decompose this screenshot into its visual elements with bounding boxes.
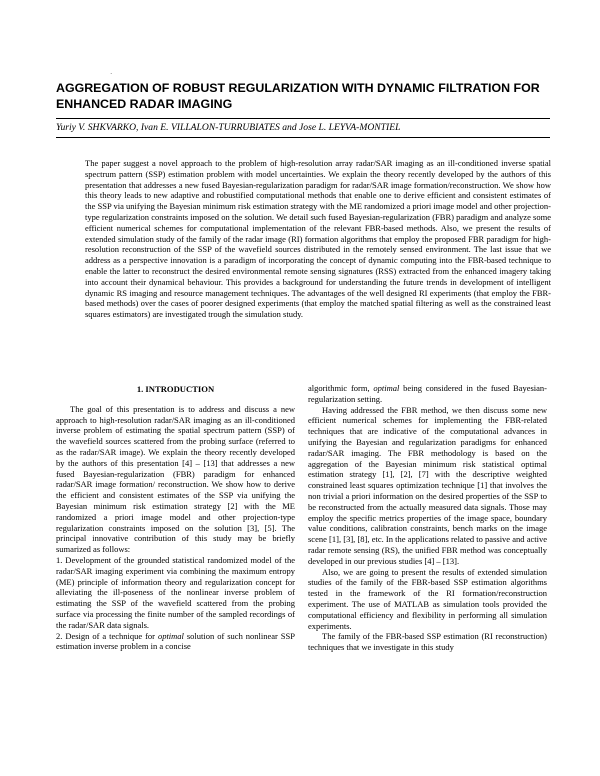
title-divider (56, 118, 550, 119)
simulation-paragraph: Also, we are going to present the results of extended simulation studies of the family of the FBR-based SSP estimation algorithms tested in the framework of the RI formation/reconstruction experiment. The use of MATLAB as simulation tools provided the computational efficiency and flexibility in performing all simulation experiments. (308, 566, 547, 631)
paper-authors: Yuriy V. SHKVARKO, Ivan E. VILLALON-TURRUBIATES and Jose L. LEYVA-MONTIEL (56, 122, 401, 133)
family-paragraph: The family of the FBR-based SSP estimation (RI reconstruction) techniques that we investigate in this study (308, 631, 547, 653)
authors-divider (56, 137, 550, 138)
item2-emphasis: optimal (157, 630, 184, 641)
p0-text-end: being considered in the fused Bayesian-regularization setting. (308, 383, 547, 404)
abstract: The paper suggest a novel approach to the problem of high-resolution array radar/SAR imaging as an ill-conditioned inverse spatial spectrum pattern (SSP) estimation problem with model uncertainties. We explain the theory recently developed by the authors of this presentation that addresses a new fused Bayesian-regularization paradigm for radar/SAR image formation/reconstruction. We show how this theory leads to new adaptive and robustified computational methods that enable one to derive efficient and consistent estimates of the SSP via unifying the Bayesian minimum risk estimation strategy with the ME randomized a priori image model and other projection-type regularization constraints imposed on the solution. We detail such fused Bayesian-regularization (FBR) paradigm and analyze some efficient numerical schemes for computational implementation of the relevant FBR-based methods. Also, we present the results of extended simulation study of the family of the radar image (RI) formation algorithms that employ the proposed FBR paradigm for high-resolution reconstruction of the SSP of the wavefield sources distributed in the remotely sensed environment. The last issue that we address as a perspective innovation is a paradigm of incorporating the concept of dynamic computing into the FBR-based technique to enable the latter to reconstruct the desired environmental remote sensing signatures (RSS) extracted from the enhanced imagery taking into account their dynamical behaviour. This provides a background for understanding the future trends in development of intelligent dynamic RS imaging and resource management techniques. The advantages of the well designed RI experiments (that employ the FBR-based methods) over the cases of poorer designed experiments (that employ the matched spatial filtering as well as the constrained least squares estimators) are investigated trough the simulation study. (85, 158, 551, 320)
paper-title: AGGREGATION OF ROBUST REGULARIZATION WITH DYNAMIC FILTRATION FOR ENHANCED RADAR IMAGING (56, 81, 540, 111)
contribution-item-1: 1. Development of the grounded statistical randomized model of the radar/SAR imaging experiment via combining the maximum entropy (ME) principle of information theory and regularization concept for alleviating the ill-poseness of the nonlinear inverse problem of estimating the SSP of the wavefield scattered from the probing surface via processing the finite number of the sampled recordings of the radar/SAR data signals. (56, 554, 295, 630)
item2-text-end: solution of such nonlinear SSP estimation inverse problem in a concise (56, 630, 295, 652)
right-column (308, 383, 547, 653)
fbr-method-paragraph: Having addressed the FBR method, we then discuss some new efficient numerical schemes for implementing the FBR-related techniques that are indicative of the computational advances in unifying the Bayesian and regularization paradigms for enhanced radar/SAR imaging. The FBR methodology is based on the aggregation of the Bayesian minimum risk statistical optimal estimation strategy [1], [2], [7] with the descriptive weighted constrained least squares optimization technique [1] that involves the non trivial a priori information on the desired properties of the SSP to be reconstructed from the actually measured data signals. Those may employ the specific metrics properties of the image space, boundary value conditions, calibration constraints, bench marks on the image scene [1], [3], [8], etc. In the applications related to passive and active radar remote sensing (RS), the unified FBR method was conceptually developed in our previous studies [4] – [13]. (308, 404, 547, 566)
contribution-item-2 (56, 631, 295, 653)
section-heading-introduction: 1. INTRODUCTION (136, 384, 215, 394)
left-column (56, 384, 295, 652)
intro-paragraph: The goal of this presentation is to address and discuss a new approach to high-resolution radar/SAR imaging as an ill-conditioned inverse problem of estimating the spatial spectrum pattern (SSP) of the wavefield sources scattered from the probing surface (referred to as the radar/SAR image). We explain the theory recently developed by the authors of this presentation [4] – [13] that addresses a new fused Bayesian-regularization (FBR) paradigm for enhanced radar/SAR image formation/ reconstruction. We show how to derive the efficient and consistent estimates of the SSP via unifying the Bayesian minimum risk estimation strategy [2] with the ME randomized a priori image model and other projection-type regularization constraints imposed on the solution [3], [5]. The principal innovative contribution of this study may be briefly sumarized as follows: (56, 403, 295, 555)
item2-text-start: 2. Design of a technique for (56, 630, 158, 641)
header-mark: · (110, 70, 113, 78)
continued-paragraph (308, 383, 547, 405)
p0-emphasis: optimal (373, 383, 400, 393)
p0-text-start: algorithmic form, (308, 383, 374, 393)
